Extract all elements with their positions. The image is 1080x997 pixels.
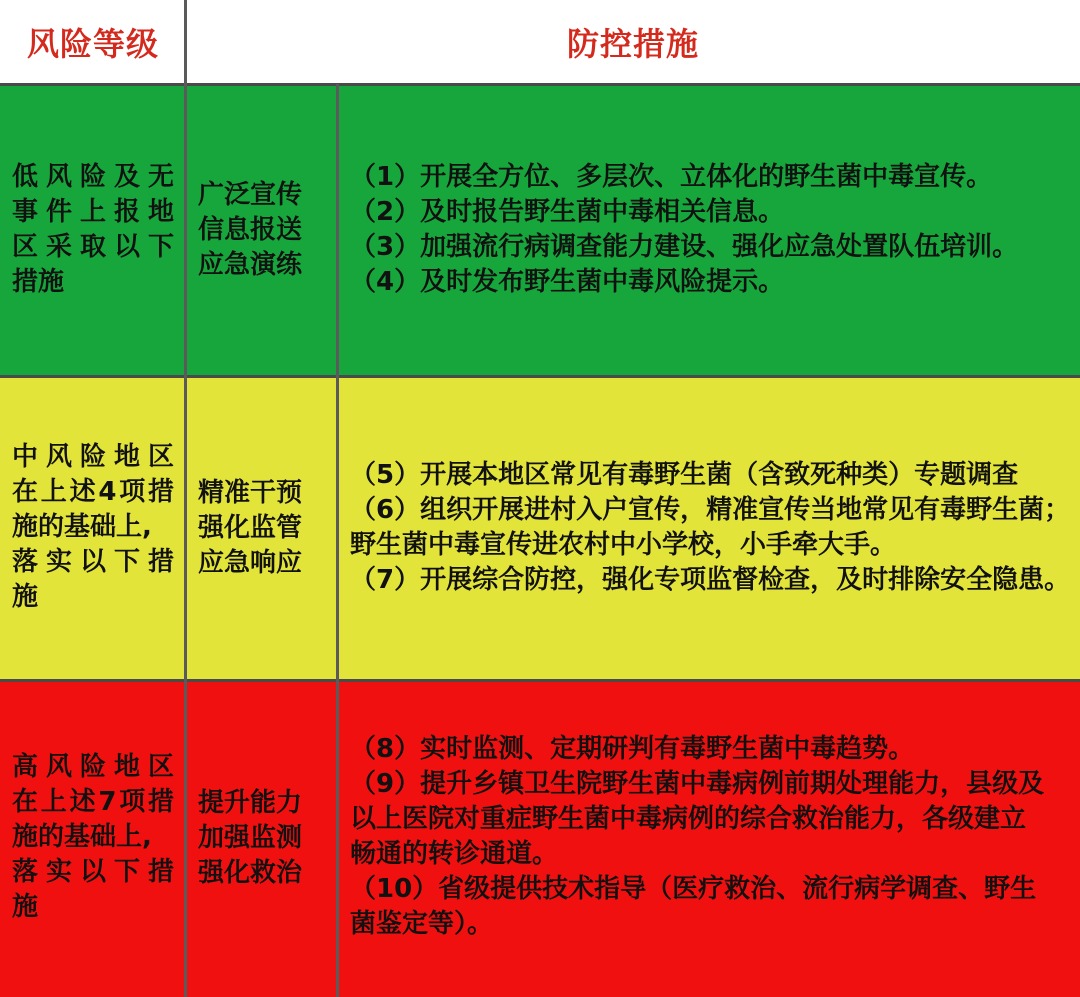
mid-risk-measures	[350, 458, 1070, 598]
measure-line: （4）及时发布野生菌中毒风险提示。	[350, 267, 785, 297]
high-risk-strategy	[198, 786, 326, 891]
measure-line: 野生菌中毒宣传进农村中小学校，小手牵大手。	[350, 530, 897, 560]
strategy-line: 强化救治	[198, 858, 303, 888]
strategy-line: 加强监测	[198, 823, 303, 853]
high-risk-measures	[350, 732, 1070, 942]
level-line: 措施	[12, 267, 65, 297]
header-risk-level: 风险等级	[0, 0, 186, 84]
measure-line: （9）提升乡镇卫生院野生菌中毒病例前期处理能力，县级及	[350, 769, 1045, 799]
level-line: 施	[12, 892, 39, 922]
strategy-line: 精准干预	[198, 478, 303, 508]
header-measures: 防控措施	[186, 0, 1080, 84]
level-line: 事件上报地	[12, 197, 174, 227]
strategy-line: 信息报送	[198, 215, 303, 245]
strategy-line: 强化监管	[198, 513, 303, 543]
level-line: 在上述7项措	[12, 787, 174, 817]
measure-line: （8）实时监测、定期研判有毒野生菌中毒趋势。	[350, 734, 915, 764]
divider	[0, 679, 1080, 682]
low-risk-strategy	[198, 178, 326, 283]
high-risk-level	[12, 750, 174, 925]
strategy-line: 应急响应	[198, 548, 303, 578]
measure-line: 菌鉴定等）。	[350, 909, 494, 939]
level-line: 高风险地区	[12, 752, 174, 782]
strategy-line: 广泛宣传	[198, 180, 303, 210]
measure-line: （6）组织开展进村入户宣传，精准宣传当地常见有毒野生菌；	[350, 495, 1071, 525]
strategy-line: 应急演练	[198, 250, 303, 280]
low-risk-measures	[350, 160, 1070, 300]
level-line: 在上述4项措	[12, 477, 174, 507]
measure-line: （1）开展全方位、多层次、立体化的野生菌中毒宣传。	[350, 162, 993, 192]
mid-risk-level	[12, 440, 174, 615]
level-line: 中风险地区	[12, 442, 174, 472]
level-line: 落实以下措	[12, 547, 174, 577]
low-risk-level	[12, 160, 174, 300]
level-line: 落实以下措	[12, 857, 174, 887]
divider	[0, 83, 1080, 86]
level-line: 施的基础上,	[12, 512, 152, 542]
level-line: 施	[12, 582, 39, 612]
measure-line: 畅通的转诊通道。	[350, 839, 559, 869]
divider	[0, 375, 1080, 378]
measure-line: （10）省级提供技术指导（医疗救治、流行病学调查、野生	[350, 874, 1037, 904]
level-line: 施的基础上,	[12, 822, 152, 852]
divider	[336, 84, 339, 997]
measure-line: 以上医院对重症野生菌中毒病例的综合救治能力，各级建立	[350, 804, 1027, 834]
measure-line: （7）开展综合防控，强化专项监督检查，及时排除安全隐患。	[350, 565, 1071, 595]
strategy-line: 提升能力	[198, 788, 303, 818]
mid-risk-strategy	[198, 476, 326, 581]
measure-line: （3）加强流行病调查能力建设、强化应急处置队伍培训。	[350, 232, 1019, 262]
measure-line: （5）开展本地区常见有毒野生菌（含致死种类）专题调查	[350, 460, 1019, 490]
level-line: 低风险及无	[12, 162, 174, 192]
measure-line: （2）及时报告野生菌中毒相关信息。	[350, 197, 785, 227]
divider	[184, 0, 187, 997]
level-line: 区采取以下	[12, 232, 174, 262]
